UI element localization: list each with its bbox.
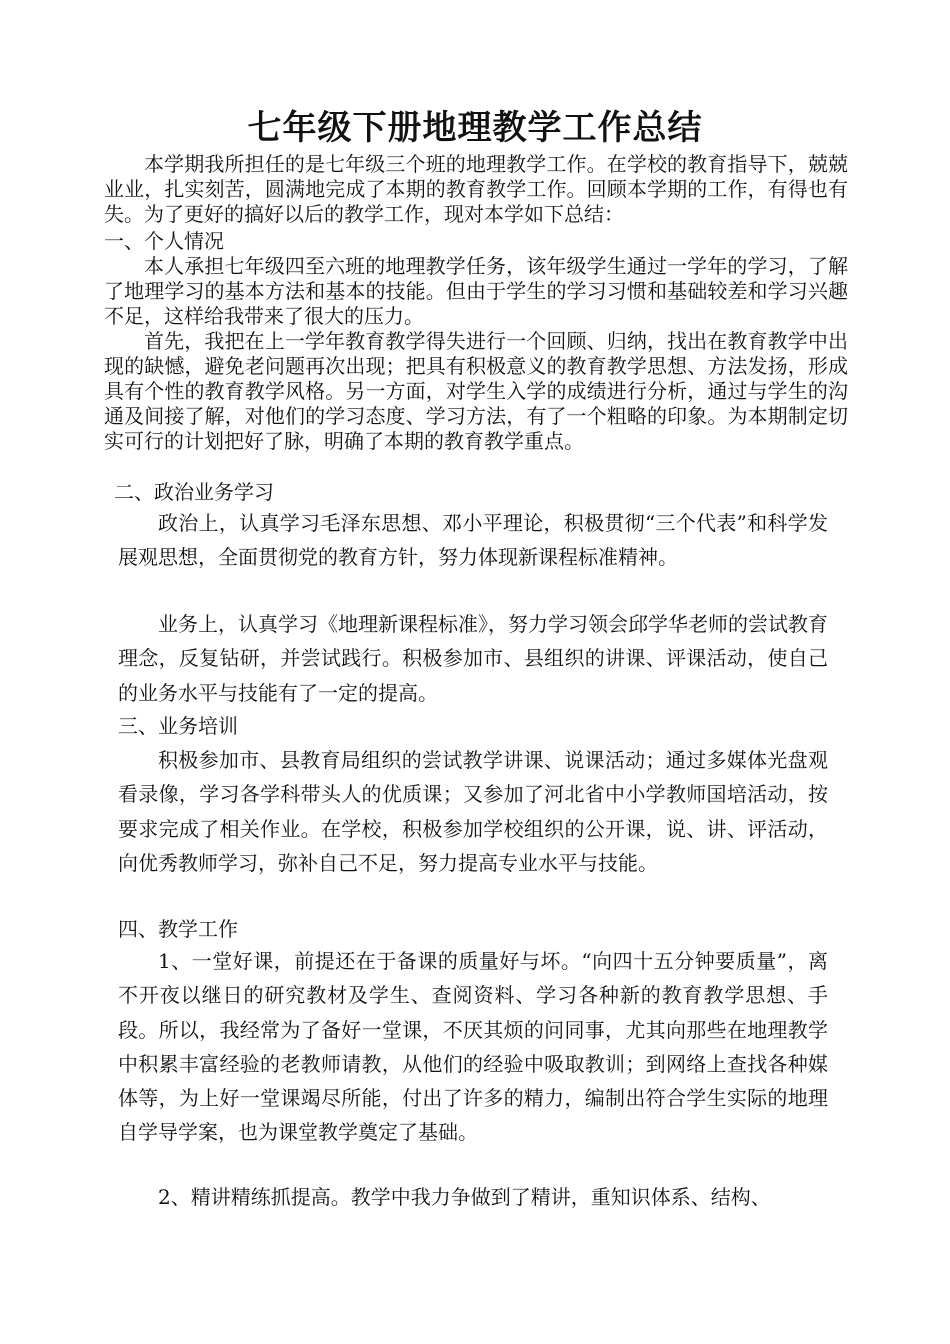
intro-paragraph: 本学期我所担任的是七年级三个班的地理教学工作。在学校的教育指导下，兢兢业业，扎实刻苦，圆满地完成了本期的教育教学工作。回顾本学期的工作，有得也有失。为了更好的搞好以后的教学工作，现对本学如下总结： bbox=[104, 152, 848, 226]
section-heading-training: 三、业务培训 bbox=[118, 714, 238, 738]
politics-paragraph: 政治上，认真学习毛泽东思想、邓小平理论，积极贯彻“三个代表”和科学发展观思想，全面贯彻党的教育方针，努力体现新课程标准精神。 bbox=[118, 511, 828, 570]
document-title: 七年级下册地理教学工作总结 bbox=[247, 108, 703, 148]
training-paragraph: 积极参加市、县教育局组织的尝试教学讲课、说课活动；通过多媒体光盘观看录像，学习各学科带头人的优质课；又参加了河北省中小学教师国培活动，按要求完成了相关作业。在学校，积极参加学校组织的公开课，说、讲、评活动，向优秀教师学习，弥补自己不足，努力提高专业水平与技能。 bbox=[118, 748, 828, 875]
section-heading-politics: 二、政治业务学习 bbox=[114, 480, 274, 504]
review-paragraph: 首先，我把在上一学年教育教学得失进行一个回顾、归纳，找出在教育教学中出现的缺憾，避免老问题再次出现；把具有积极意义的教育教学思想、方法发扬，形成具有个性的教育教学风格。另一方面，对学生入学的成绩进行分析，通过与学生的沟通及间接了解，对他们的学习态度、学习方法，有了一个粗略的印象。为本期制定切实可行的计划把好了脉，明确了本期的教育教学重点。 bbox=[104, 329, 848, 453]
section-heading-teaching: 四、教学工作 bbox=[118, 917, 238, 941]
teaching-paragraph-1: 1、一堂好课，前提还在于备课的质量好与坏。“向四十五分钟要质量”，离不开夜以继日的研究教材及学生、查阅资料、学习各种新的教育教学思想、手段。所以，我经常为了备好一堂课，不厌其烦的问同事，尤其向那些在地理教学中积累丰富经验的老教师请教，从他们的经验中吸取教训；到网络上查找各种媒体等，为上好一堂课竭尽所能，付出了许多的精力，编制出符合学生实际的地理自学导学案，也为课堂教学奠定了基础。 bbox=[118, 949, 828, 1145]
section-heading-personal: 一、个人情况 bbox=[104, 229, 224, 253]
business-paragraph: 业务上，认真学习《地理新课程标准》，努力学习领会邱学华老师的尝试教育理念，反复钻研，并尝试践行。积极参加市、县组织的讲课、评课活动，使自己的业务水平与技能有了一定的提高。 bbox=[118, 612, 828, 705]
personal-paragraph: 本人承担七年级四至六班的地理教学任务，该年级学生通过一学年的学习，了解了地理学习的基本方法和基本的技能。但由于学生的学习习惯和基础较差和学习兴趣不足，这样给我带来了很大的压力。 bbox=[104, 254, 848, 328]
teaching-paragraph-2: 2、精讲精练抓提高。教学中我力争做到了精讲，重知识体系、结构、 bbox=[158, 1185, 771, 1209]
